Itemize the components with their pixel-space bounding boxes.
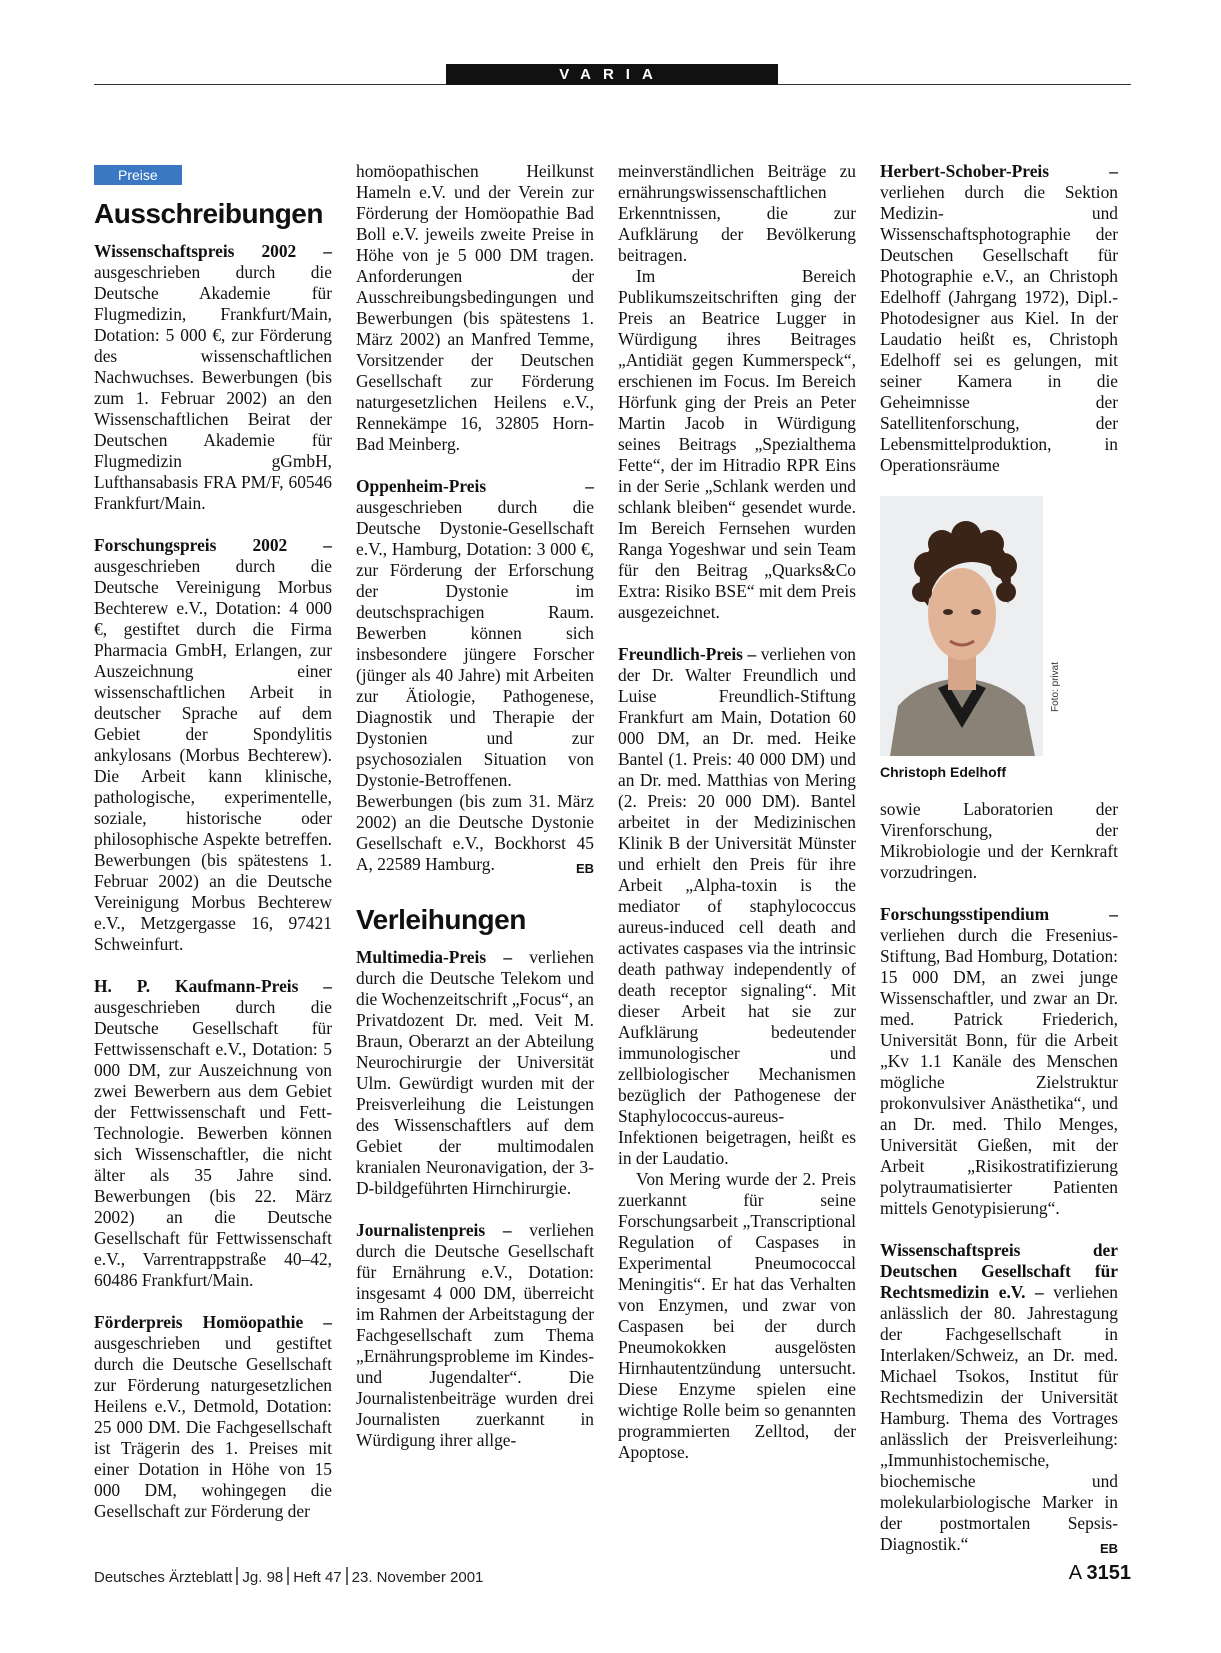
entry-journalistenpreis [356, 1220, 594, 1451]
entry-text: verliehen durch die Deutsche Telekom und die Wochenzeitschrift „Focus“, an Privatdozent Dr. med. Veit M. Braun, Oberarzt an der Abteilung Neurochirurgie der Universität Ulm. Gewürdigt wurden mit der Preisverleihung die Leistungen des Wissenschaftlers auf dem Gebiet der multimodalen kranialen Neuronavigation, der 3-D-bildgeführten Hirnchirurgie. [356, 947, 595, 1198]
category-tag: Preise [94, 165, 182, 185]
page-number [1069, 1562, 1131, 1585]
column-1 [94, 161, 332, 1522]
entry-forschungsstipendium [880, 904, 1118, 1219]
journal-name: Deutsches Ärzteblatt [94, 1569, 233, 1586]
photo-block [880, 496, 1118, 783]
entry-rechtsmedizin-preis [880, 1240, 1118, 1555]
entry-foerderpreis-homoeopathie [94, 1312, 332, 1522]
photo-credit: Foto: privat [1050, 661, 1061, 712]
portrait-photo [880, 496, 1043, 756]
entry-text: ausgeschrieben durch die Deutsche Dystonie-Gesellschaft e.V., Hamburg, Dotation: 3 000 €, zur Förderung der Erforschung der Dystonie im deutschsprachigen Raum. Bewerben können sich insbesondere jüngere Forscher (jünger als 40 Jahre) mit Arbeiten zur Ätiologie, Pathogenese, Diagnostik und Therapie der Dystonien und zur psychosozialen Situation von Dystonie-Betroffenen. Bewerbungen (bis zum 31. März 2002) an die Deutsche Dystonie Gesellschaft e.V., Bockhorst 45 A, 22589 Hamburg. [356, 497, 594, 874]
portrait-illustration [880, 496, 1043, 756]
footer [94, 1567, 483, 1586]
entry-text: ausgeschrieben durch die Deutsche Gesellschaft für Fettwissenschaft e.V., Dotation: 5 000 DM, zur Auszeichnung von zwei Bewerbern aus dem Gebiet der Fettwissenschaft und Fett-Technologie. Bewerben können sich Wissenschaftler, die nicht älter als 35 Jahre sind. Bewerbungen (bis 22. März 2002) an die Deutsche Gesellschaft für Fettwissenschaft e.V., Varrentrappstraße 40–42, 60486 Frankfurt/Main. [94, 997, 332, 1290]
author-initials: EB [575, 861, 594, 876]
journal-volume: Jg. 98 [242, 1569, 284, 1586]
entry-freundlich-preis [618, 644, 856, 1169]
entry-title: Forschungsstipendium – [880, 904, 1118, 924]
page-prefix: A [1068, 1562, 1081, 1584]
entry-forschungspreis [94, 535, 332, 955]
entry-title: Herbert-Schober-Preis – [880, 161, 1118, 181]
entry-title: Freundlich-Preis – [618, 644, 757, 664]
heading-verleihungen: Verleihungen [356, 904, 526, 935]
entry-text: verliehen durch die Deutsche Gesellschaft für Ernährung e.V., Dotation: insgesamt 4 000 DM, überreicht im Rahmen der Arbeitstagung der Fachgesellschaft zum Thema „Ernährungsprobleme im Kindes- und Jugendalter“. Die Journalistenbeiträge wurden drei Journalisten zuerkannt in Würdigung ihrer allge- [356, 1220, 594, 1450]
column-2 [356, 161, 594, 1451]
entry-text: ausgeschrieben und gestiftet durch die Deutsche Gesellschaft zur Förderung naturgesetzlichen Heilens e.V., Detmold, Dotation: 25 000 DM. Die Fachgesellschaft ist Trägerin des 1. Preises mit einer Dotation in Höhe von 15 000 DM, wohingegen die Gesellschaft zur Förderung der [94, 1333, 332, 1521]
entry-continued: sowie Laboratorien der Virenforschung, der Mikrobiologie und der Kernkraft vorzudringen. [880, 799, 1118, 882]
entry-text: verliehen von der Dr. Walter Freundlich und Luise Freundlich-Stiftung Frankfurt am Main, Dotation 60 000 DM, an Dr. med. Heike Bantel (1. Preis: 40 000 DM) und an Dr. med. Matthias von Mering (2. Preis: 20 000 DM). Bantel arbeitet in der Medizinischen Klinik B der Universität Münster und erhielt den Preis für ihre Arbeit „Alpha-toxin is the mediator of staphylococcus aureus-induced cell death and activates caspases via the intrinsic death pathway independently of death receptor signaling“. Mit dieser Arbeit hat sie zur Aufklärung bedeutender immunologischer und zellbiologischer Mechanismen bezüglich der Pathogenese der Staphylococcus-aureus-Infektionen beigetragen, heißt es in der Laudatio. [618, 644, 856, 1168]
entry-title: Forschungspreis 2002 – [94, 535, 332, 555]
footer-separator [236, 1567, 238, 1585]
photo-caption: Christoph Edelhoff [880, 764, 1006, 780]
entry-wissenschaftspreis [94, 241, 332, 514]
footer-separator [346, 1567, 348, 1585]
journal-date: 23. November 2001 [351, 1569, 484, 1586]
column-4 [880, 161, 1118, 1559]
entry-herbert-schober-preis [880, 161, 1118, 476]
section-label: VARIA [446, 64, 778, 85]
paragraph-von-mering: Von Mering wurde der 2. Preis zuerkannt für seine Forschungsarbeit „Transcriptional Regulation of Caspases in Experimental Pneumococcal Meningitis“. Er hat das Verhalten von Enzymen, und zwar von Caspasen bei der durch Pneumokokken ausgelösten Hirnhautentzündung untersucht. Diese Enzyme spielen eine wichtige Rolle beim so genannten programmierten Zelltod, der Apoptose. [618, 1169, 856, 1462]
entry-text: ausgeschrieben durch die Deutsche Vereinigung Morbus Bechterew e.V., Dotation: 4 000 €, gestiftet durch die Firma Pharmacia GmbH, Erlangen, zur Auszeichnung einer wissenschaftlichen Arbeit in deutscher Sprache auf dem Gebiet der Spondylitis ankylosans (Morbus Bechterew). Die Arbeit kann klinische, pathologische, experimentelle, soziale, historische oder philosophische Aspekte betreffen. Bewerbungen (bis spätestens 1. Februar 2002) an die Deutsche Vereinigung Morbus Bechterew e.V., Metzgergasse 16, 97421 Schweinfurt. [94, 556, 332, 954]
page-number-value: 3151 [1086, 1562, 1131, 1584]
column-3 [618, 161, 856, 1463]
heading-ausschreibungen: Ausschreibungen [94, 198, 323, 229]
entry-title: Oppenheim-Preis – [356, 476, 594, 496]
paragraph-publikumszeitschriften: Im Bereich Publikumszeitschriften ging der Preis an Beatrice Lugger in Würdigung ihres Beitrages „Antidiät gegen Kummerspeck“, erschienen im Focus. Im Bereich Hörfunk ging der Preis an Peter Martin Jacob in Würdigung seines Beitrags „Spezialthema Fette“, der im Hitradio RPR Eins in der Serie „Schlank werden und schlank bleiben“ gesendet wurde. Im Bereich Fernsehen wurden Ranga Yogeshwar und sein Team für den Beitrag „Quarks&Co Extra: Risiko BSE“ mit dem Preis ausgezeichnet. [618, 266, 856, 622]
entry-continued: homöopathischen Heilkunst Hameln e.V. und der Verein zur Förderung der Homöopathie Bad Boll e.V. jeweils zweite Preise in Höhe von je 5 000 DM tragen. Anforderungen der Ausschreibungsbedingungen und Bewerbungen (bis spätestens 1. März 2002) an Manfred Temme, Vorsitzender der Deutschen Gesellschaft zur Förderung naturgesetzlichen Heilens e.V., Rennekämpe 16, 32805 Horn-Bad Meinberg. [356, 161, 594, 454]
journal-issue: Heft 47 [293, 1569, 342, 1586]
entry-title: Förderpreis Homöopathie – [94, 1312, 332, 1332]
author-initials: EB [1099, 1541, 1118, 1556]
entry-text: ausgeschrieben durch die Deutsche Akademie für Flugmedizin, Frankfurt/Main, Dotation: 5 000 €, zur Förderung des wissenschaftlichen Nachwuchses. Bewerbungen (bis zum 1. Februar 2002) an den Wissenschaftlichen Beirat der Deutschen Akademie für Flugmedizin gGmbH, Lufthansabasis FRA PM/F, 60546 Frankfurt/Main. [94, 262, 332, 513]
entry-multimedia-preis [356, 947, 594, 1199]
entry-continued: meinverständlichen Beiträge zu ernährungswissenschaftlichen Erkenntnissen, die zur Aufklärung der Bevölkerung beitragen. [618, 161, 856, 265]
entry-kaufmann-preis [94, 976, 332, 1291]
entry-oppenheim-preis [356, 476, 594, 875]
entry-title: H. P. Kaufmann-Preis – [94, 976, 332, 996]
entry-title: Journalistenpreis – [356, 1220, 512, 1240]
entry-text: verliehen durch die Fresenius-Stiftung, Bad Homburg, Dotation: 15 000 DM, an zwei junge Wissenschaftler, und zwar an Dr. med. Patrick Friederich, Universität Bonn, für die Arbeit „Kv 1.1 Kanäle des Menschen mögliche Zielstruktur prokonvulsiver Anästhetika“, und an Dr. med. Thilo Menges, Universität Gießen, mit der Arbeit „Risikostratifizierung polytraumatisierter Patienten mittels Genotypisierung“. [880, 925, 1118, 1218]
entry-title: Wissenschaftspreis der Deutschen Gesellschaft für Rechtsmedizin e.V. – [880, 1240, 1118, 1302]
entry-title: Multimedia-Preis – [356, 947, 513, 967]
footer-separator [287, 1567, 289, 1585]
entry-text: verliehen anlässlich der 80. Jahrestagung der Fachgesellschaft in Interlaken/Schweiz, an Dr. med. Michael Tsokos, Institut für Rechtsmedizin der Universität Hamburg. Thema des Vortrages anlässlich der Preisverleihung: „Immunhistochemische, biochemische und molekularbiologische Marker in der postmortalen Sepsis-Diagnostik.“ [880, 1282, 1119, 1554]
entry-text: verliehen durch die Sektion Medizin- und Wissenschaftsphotographie der Deutschen Gesellschaft für Photographie e.V., an Christoph Edelhoff (Jahrgang 1972), Dipl.-Photodesigner aus Kiel. In der Laudatio heißt es, Christoph Edelhoff sei es gelungen, mit seiner Kamera in die Geheimnisse der Satellitenforschung, der Lebensmittelproduktion, in Operationsräume [880, 182, 1118, 475]
entry-title: Wissenschaftspreis 2002 – [94, 241, 332, 261]
